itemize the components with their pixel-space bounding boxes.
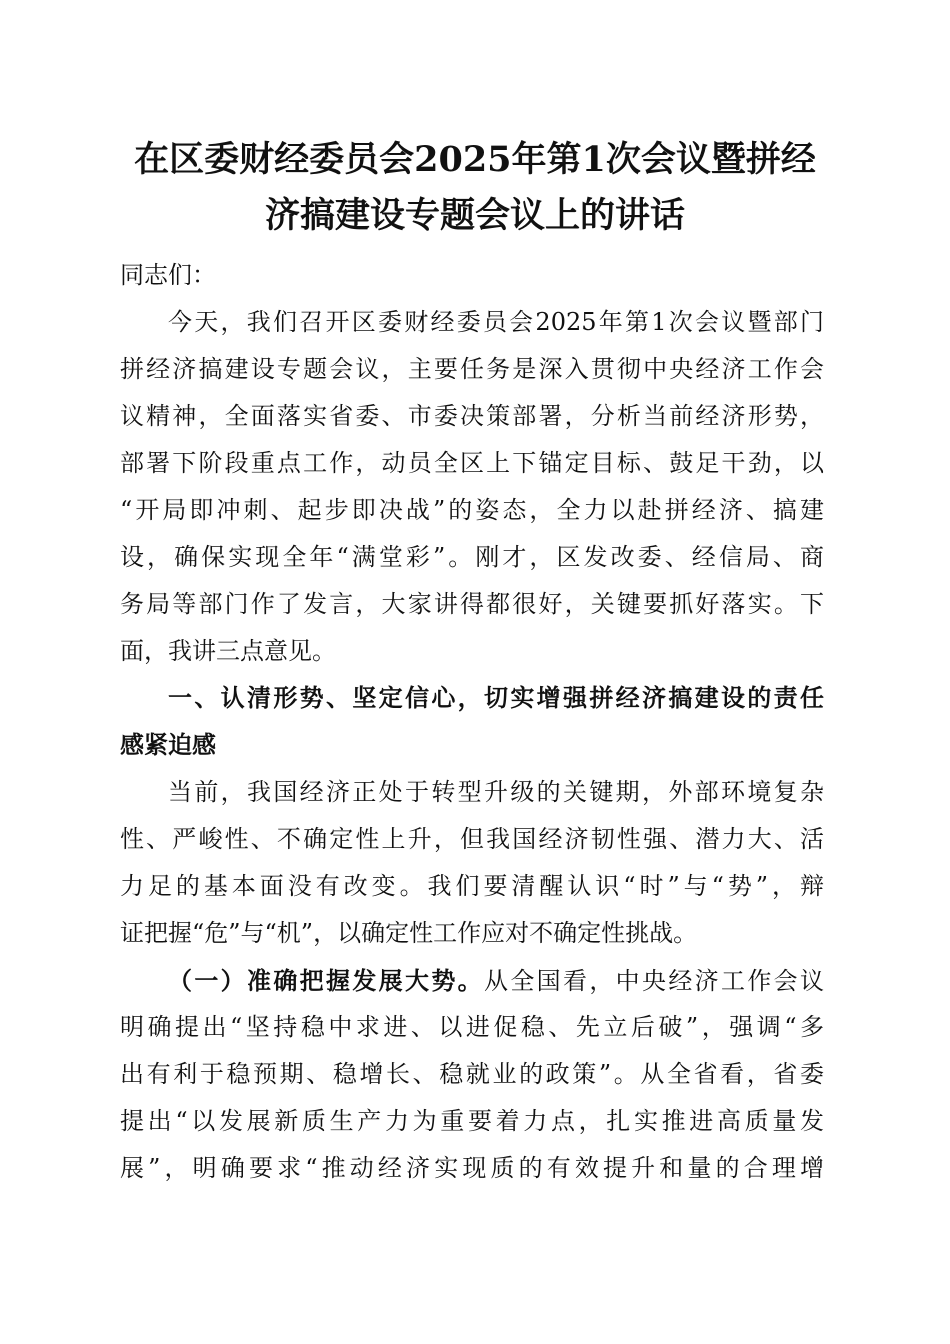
page-title bbox=[110, 132, 840, 244]
paragraph-line: 设，确保实现全年“满堂彩”。刚才，区发改委、经信局、商 bbox=[120, 543, 824, 571]
salutation: 同志们： bbox=[120, 261, 216, 289]
paragraph-line: 当前，我国经济正处于转型升级的关键期，外部环境复杂 bbox=[168, 778, 824, 806]
paragraph-intro bbox=[120, 299, 824, 675]
paragraph-line: 证把握“危”与“机”，以确定性工作应对不确定性挑战。 bbox=[120, 919, 698, 947]
paragraph-line: 拼经济搞建设专题会议，主要任务是深入贯彻中央经济工作会 bbox=[120, 355, 824, 383]
paragraph-line: “开局即冲刺、起步即决战”的姿态，全力以赴拼经济、搞建 bbox=[120, 496, 824, 524]
paragraph-line: 提出“以发展新质生产力为重要着力点，扎实推进高质量发 bbox=[120, 1107, 824, 1135]
sub-heading-rest: 从全国看，中央经济工作会议 bbox=[484, 967, 824, 995]
paragraph-line: 今天，我们召开区委财经委员会2025年第1次会议暨部门 bbox=[168, 308, 824, 336]
paragraph-trend bbox=[120, 957, 824, 1192]
paragraph-line: 力足的基本面没有改变。我们要清醒认识“时”与“势”，辩 bbox=[120, 872, 824, 900]
paragraph-line: 议精神，全面落实省委、市委决策部署，分析当前经济形势， bbox=[120, 402, 824, 430]
paragraph-line: 部署下阶段重点工作，动员全区上下锚定目标、鼓足干劲，以 bbox=[120, 449, 824, 477]
paragraph-line: 出有利于稳预期、稳增长、稳就业的政策”。从全省看，省委 bbox=[120, 1060, 824, 1088]
sub-heading: （一）准确把握发展大势。 bbox=[168, 966, 484, 995]
section-heading-1 bbox=[120, 675, 824, 769]
paragraph-line: 明确提出“坚持稳中求进、以进促稳、先立后破”，强调“多 bbox=[120, 1013, 824, 1041]
heading-line: 一、认清形势、坚定信心，切实增强拼经济搞建设的责任 bbox=[168, 684, 824, 712]
paragraph-line: 性、严峻性、不确定性上升，但我国经济韧性强、潜力大、活 bbox=[120, 825, 824, 853]
paragraph-line: 展”，明确要求“推动经济实现质的有效提升和量的合理增 bbox=[120, 1154, 824, 1182]
title-line-1: 在区委财经委员会2025年第1次会议暨拼经 bbox=[134, 139, 816, 180]
paragraph-line: 务局等部门作了发言，大家讲得都很好，关键要抓好落实。下 bbox=[120, 590, 824, 618]
paragraph-situation bbox=[120, 769, 824, 957]
title-line-2: 济搞建设专题会议上的讲话 bbox=[264, 195, 685, 236]
paragraph-line bbox=[120, 957, 824, 1004]
paragraph-line: 面，我讲三点意见。 bbox=[120, 637, 336, 665]
heading-line: 感紧迫感 bbox=[120, 731, 216, 759]
speech-body bbox=[120, 252, 824, 1192]
